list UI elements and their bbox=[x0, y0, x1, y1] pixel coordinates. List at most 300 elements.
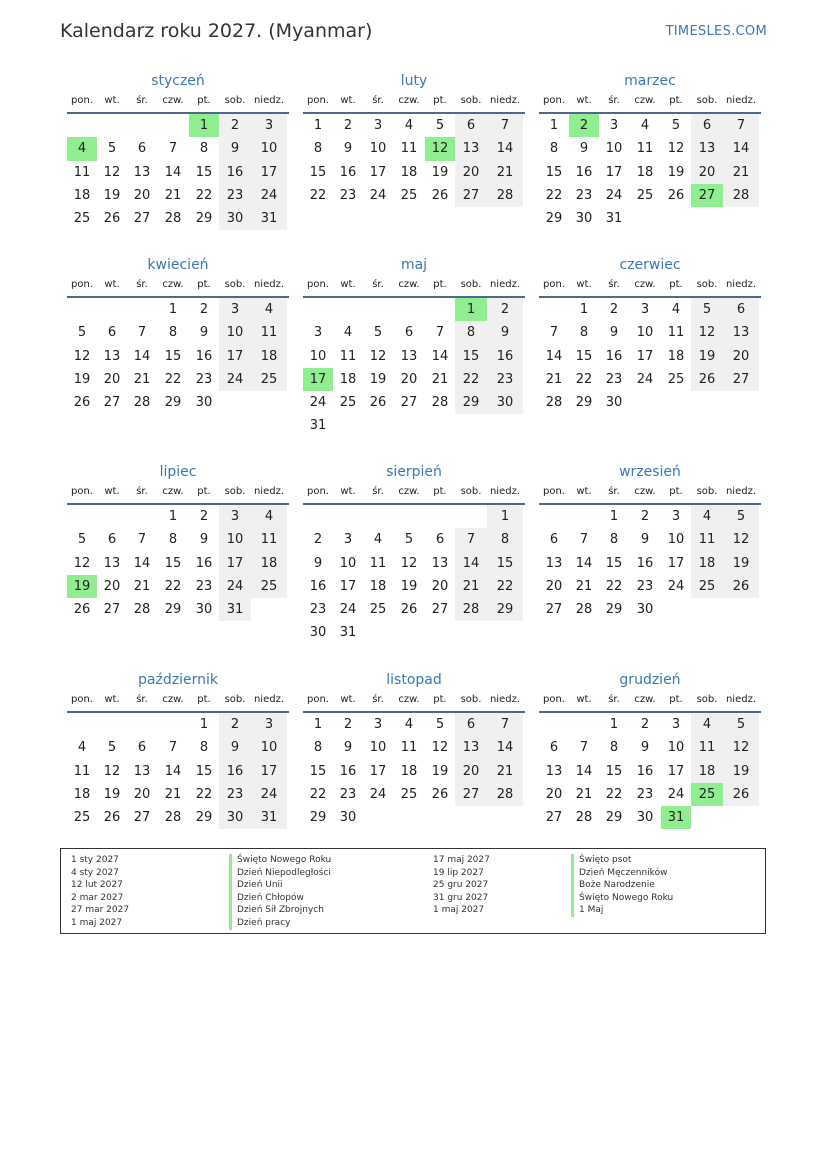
day-cell[interactable]: 26 bbox=[400, 602, 418, 618]
day-cell[interactable]: 21 bbox=[431, 371, 449, 387]
day-cell[interactable]: 11 bbox=[251, 528, 287, 551]
day-cell[interactable]: 2 bbox=[343, 717, 353, 732]
day-cell[interactable]: 24 bbox=[667, 786, 685, 802]
day-cell[interactable]: 2 bbox=[487, 298, 523, 321]
day-cell[interactable]: 29 bbox=[309, 810, 327, 826]
day-cell[interactable]: 14 bbox=[545, 348, 563, 364]
day-cell[interactable]: 1 bbox=[313, 118, 323, 133]
day-cell[interactable]: 17 bbox=[339, 578, 357, 594]
day-cell[interactable]: 18 bbox=[691, 552, 723, 575]
day-cell[interactable]: 14 bbox=[133, 555, 151, 571]
day-cell[interactable]: 29 bbox=[455, 391, 487, 414]
day-cell[interactable]: 8 bbox=[168, 532, 178, 548]
day-cell[interactable]: 30 bbox=[195, 602, 213, 618]
day-cell[interactable]: 6 bbox=[435, 532, 445, 548]
day-cell[interactable]: 19 bbox=[369, 371, 387, 387]
day-cell[interactable]: 12 bbox=[103, 763, 121, 779]
day-cell[interactable]: 16 bbox=[575, 164, 593, 180]
day-cell[interactable]: 11 bbox=[251, 321, 287, 344]
day-cell[interactable]: 6 bbox=[549, 740, 559, 756]
day-cell[interactable]: 19 bbox=[723, 552, 759, 575]
day-cell[interactable]: 15 bbox=[195, 164, 213, 180]
day-cell[interactable]: 24 bbox=[339, 602, 357, 618]
day-cell[interactable]: 7 bbox=[579, 740, 589, 756]
day-cell[interactable]: 21 bbox=[487, 161, 523, 184]
day-cell[interactable]: 27 bbox=[723, 368, 759, 391]
day-cell[interactable]: 3 bbox=[219, 298, 251, 321]
day-cell[interactable]: 16 bbox=[219, 760, 251, 783]
day-cell[interactable]: 5 bbox=[404, 532, 414, 548]
day-cell[interactable]: 20 bbox=[400, 371, 418, 387]
day-cell[interactable]: 30 bbox=[605, 395, 623, 411]
day-cell[interactable]: 2 bbox=[569, 114, 599, 137]
day-cell[interactable]: 15 bbox=[309, 763, 327, 779]
day-cell[interactable]: 15 bbox=[605, 763, 623, 779]
day-cell[interactable]: 17 bbox=[219, 345, 251, 368]
day-cell[interactable]: 20 bbox=[431, 578, 449, 594]
day-cell[interactable]: 24 bbox=[219, 368, 251, 391]
day-cell[interactable]: 23 bbox=[339, 187, 357, 203]
day-cell[interactable]: 30 bbox=[195, 395, 213, 411]
day-cell[interactable]: 6 bbox=[137, 740, 147, 756]
day-cell[interactable]: 25 bbox=[369, 602, 387, 618]
day-cell[interactable]: 7 bbox=[549, 325, 559, 341]
day-cell[interactable]: 23 bbox=[219, 184, 251, 207]
day-cell[interactable]: 9 bbox=[609, 325, 619, 341]
day-cell[interactable]: 18 bbox=[251, 552, 287, 575]
day-cell[interactable]: 15 bbox=[309, 164, 327, 180]
day-cell[interactable]: 5 bbox=[77, 532, 87, 548]
day-cell[interactable]: 19 bbox=[103, 187, 121, 203]
day-cell[interactable]: 22 bbox=[164, 578, 182, 594]
day-cell[interactable]: 4 bbox=[251, 298, 287, 321]
day-cell[interactable]: 22 bbox=[195, 786, 213, 802]
day-cell[interactable]: 10 bbox=[339, 555, 357, 571]
day-cell[interactable]: 27 bbox=[455, 783, 487, 806]
day-cell[interactable]: 20 bbox=[455, 760, 487, 783]
day-cell[interactable]: 2 bbox=[219, 114, 251, 137]
day-cell[interactable]: 8 bbox=[549, 141, 559, 157]
day-cell[interactable]: 29 bbox=[164, 602, 182, 618]
day-cell[interactable]: 22 bbox=[195, 187, 213, 203]
day-cell[interactable]: 25 bbox=[251, 368, 287, 391]
day-cell[interactable]: 21 bbox=[164, 187, 182, 203]
day-cell[interactable]: 28 bbox=[545, 395, 563, 411]
day-cell[interactable]: 10 bbox=[667, 532, 685, 548]
day-cell[interactable]: 21 bbox=[164, 786, 182, 802]
day-cell[interactable]: 9 bbox=[343, 141, 353, 157]
day-cell[interactable]: 1 bbox=[199, 717, 209, 732]
day-cell[interactable]: 28 bbox=[164, 810, 182, 826]
day-cell[interactable]: 17 bbox=[219, 552, 251, 575]
day-cell[interactable]: 12 bbox=[723, 528, 759, 551]
day-cell[interactable]: 13 bbox=[545, 555, 563, 571]
day-cell[interactable]: 26 bbox=[723, 783, 759, 806]
day-cell[interactable]: 18 bbox=[339, 371, 357, 387]
day-cell[interactable]: 11 bbox=[339, 348, 357, 364]
day-cell[interactable]: 4 bbox=[691, 505, 723, 528]
day-cell[interactable]: 14 bbox=[133, 348, 151, 364]
day-cell[interactable]: 1 bbox=[168, 509, 178, 524]
day-cell[interactable]: 14 bbox=[575, 763, 593, 779]
day-cell[interactable]: 16 bbox=[339, 164, 357, 180]
day-cell[interactable]: 28 bbox=[723, 184, 759, 207]
day-cell[interactable]: 10 bbox=[309, 348, 327, 364]
day-cell[interactable]: 27 bbox=[545, 810, 563, 826]
day-cell[interactable]: 28 bbox=[487, 783, 523, 806]
day-cell[interactable]: 14 bbox=[723, 137, 759, 160]
day-cell[interactable]: 28 bbox=[133, 602, 151, 618]
day-cell[interactable]: 25 bbox=[251, 575, 287, 598]
day-cell[interactable]: 19 bbox=[667, 164, 685, 180]
day-cell[interactable]: 22 bbox=[309, 786, 327, 802]
day-cell[interactable]: 19 bbox=[723, 760, 759, 783]
day-cell[interactable]: 28 bbox=[133, 395, 151, 411]
day-cell[interactable]: 11 bbox=[691, 736, 723, 759]
day-cell[interactable]: 14 bbox=[487, 137, 523, 160]
day-cell[interactable]: 11 bbox=[691, 528, 723, 551]
day-cell[interactable]: 9 bbox=[640, 740, 650, 756]
day-cell[interactable]: 16 bbox=[195, 555, 213, 571]
day-cell[interactable]: 6 bbox=[455, 114, 487, 137]
day-cell[interactable]: 29 bbox=[487, 598, 523, 621]
day-cell[interactable]: 10 bbox=[369, 141, 387, 157]
day-cell[interactable]: 21 bbox=[487, 760, 523, 783]
day-cell[interactable]: 13 bbox=[400, 348, 418, 364]
day-cell[interactable]: 22 bbox=[605, 786, 623, 802]
day-cell[interactable]: 22 bbox=[545, 187, 563, 203]
day-cell[interactable]: 16 bbox=[195, 348, 213, 364]
day-cell[interactable]: 27 bbox=[133, 211, 151, 227]
day-cell[interactable]: 30 bbox=[487, 391, 523, 414]
day-cell[interactable]: 17 bbox=[667, 763, 685, 779]
day-cell[interactable]: 14 bbox=[455, 552, 487, 575]
day-cell[interactable]: 23 bbox=[219, 783, 251, 806]
day-cell[interactable]: 16 bbox=[636, 555, 654, 571]
day-cell[interactable]: 15 bbox=[195, 763, 213, 779]
day-cell[interactable]: 10 bbox=[667, 740, 685, 756]
day-cell[interactable]: 29 bbox=[164, 395, 182, 411]
day-cell[interactable]: 17 bbox=[605, 164, 623, 180]
day-cell[interactable]: 4 bbox=[671, 302, 681, 317]
day-cell[interactable]: 22 bbox=[455, 368, 487, 391]
day-cell[interactable]: 4 bbox=[404, 717, 414, 732]
day-cell[interactable]: 7 bbox=[137, 532, 147, 548]
day-cell[interactable]: 5 bbox=[723, 505, 759, 528]
day-cell[interactable]: 30 bbox=[219, 806, 251, 829]
day-cell[interactable]: 12 bbox=[723, 736, 759, 759]
day-cell[interactable]: 13 bbox=[455, 137, 487, 160]
day-cell[interactable]: 23 bbox=[487, 368, 523, 391]
day-cell[interactable]: 6 bbox=[723, 298, 759, 321]
day-cell[interactable]: 19 bbox=[73, 371, 91, 387]
day-cell[interactable]: 25 bbox=[691, 575, 723, 598]
day-cell[interactable]: 9 bbox=[579, 141, 589, 157]
day-cell[interactable]: 29 bbox=[605, 602, 623, 618]
day-cell[interactable]: 19 bbox=[431, 164, 449, 180]
day-cell[interactable]: 11 bbox=[667, 325, 685, 341]
day-cell[interactable]: 20 bbox=[103, 371, 121, 387]
day-cell[interactable]: 14 bbox=[164, 164, 182, 180]
day-cell[interactable]: 30 bbox=[636, 810, 654, 826]
day-cell[interactable]: 27 bbox=[133, 810, 151, 826]
day-cell[interactable]: 31 bbox=[309, 418, 327, 434]
day-cell[interactable]: 10 bbox=[219, 321, 251, 344]
day-cell[interactable]: 26 bbox=[103, 810, 121, 826]
day-cell[interactable]: 19 bbox=[691, 345, 723, 368]
day-cell[interactable]: 23 bbox=[636, 578, 654, 594]
day-cell[interactable]: 13 bbox=[103, 555, 121, 571]
day-cell[interactable]: 2 bbox=[199, 302, 209, 317]
day-cell[interactable]: 4 bbox=[373, 532, 383, 548]
day-cell[interactable]: 6 bbox=[404, 325, 414, 341]
day-cell[interactable]: 6 bbox=[455, 713, 487, 736]
day-cell[interactable]: 24 bbox=[251, 184, 287, 207]
day-cell[interactable]: 21 bbox=[455, 575, 487, 598]
day-cell[interactable]: 13 bbox=[431, 555, 449, 571]
day-cell[interactable]: 1 bbox=[487, 505, 523, 528]
day-cell[interactable]: 12 bbox=[691, 321, 723, 344]
day-cell[interactable]: 29 bbox=[195, 211, 213, 227]
day-cell[interactable]: 28 bbox=[164, 211, 182, 227]
day-cell[interactable]: 26 bbox=[73, 395, 91, 411]
day-cell[interactable]: 3 bbox=[251, 114, 287, 137]
day-cell[interactable]: 5 bbox=[373, 325, 383, 341]
day-cell[interactable]: 8 bbox=[199, 740, 209, 756]
day-cell[interactable]: 5 bbox=[107, 740, 117, 756]
day-cell[interactable]: 2 bbox=[640, 717, 650, 732]
day-cell[interactable]: 14 bbox=[487, 736, 523, 759]
day-cell[interactable]: 17 bbox=[251, 760, 287, 783]
day-cell[interactable]: 8 bbox=[609, 532, 619, 548]
day-cell[interactable]: 2 bbox=[640, 509, 650, 524]
day-cell[interactable]: 29 bbox=[545, 211, 563, 227]
day-cell[interactable]: 26 bbox=[369, 395, 387, 411]
day-cell[interactable]: 11 bbox=[73, 763, 91, 779]
day-cell[interactable]: 23 bbox=[636, 786, 654, 802]
day-cell[interactable]: 6 bbox=[107, 532, 117, 548]
day-cell[interactable]: 15 bbox=[164, 555, 182, 571]
day-cell[interactable]: 3 bbox=[313, 325, 323, 341]
day-cell[interactable]: 20 bbox=[545, 786, 563, 802]
day-cell[interactable]: 16 bbox=[487, 345, 523, 368]
day-cell[interactable]: 11 bbox=[73, 164, 91, 180]
day-cell[interactable]: 2 bbox=[343, 118, 353, 133]
day-cell[interactable]: 18 bbox=[400, 164, 418, 180]
day-cell[interactable]: 26 bbox=[431, 187, 449, 203]
day-cell[interactable]: 4 bbox=[640, 118, 650, 133]
day-cell[interactable]: 1 bbox=[579, 302, 589, 317]
day-cell[interactable]: 8 bbox=[487, 528, 523, 551]
day-cell[interactable]: 1 bbox=[168, 302, 178, 317]
day-cell[interactable]: 17 bbox=[251, 161, 287, 184]
day-cell[interactable]: 24 bbox=[219, 575, 251, 598]
day-cell[interactable]: 16 bbox=[339, 763, 357, 779]
day-cell[interactable]: 2 bbox=[609, 302, 619, 317]
day-cell[interactable]: 27 bbox=[103, 395, 121, 411]
day-cell[interactable]: 24 bbox=[636, 371, 654, 387]
day-cell[interactable]: 25 bbox=[400, 786, 418, 802]
day-cell[interactable]: 4 bbox=[404, 118, 414, 133]
day-cell[interactable]: 22 bbox=[309, 187, 327, 203]
day-cell[interactable]: 12 bbox=[667, 141, 685, 157]
day-cell[interactable]: 25 bbox=[73, 810, 91, 826]
day-cell[interactable]: 6 bbox=[107, 325, 117, 341]
day-cell[interactable]: 18 bbox=[251, 345, 287, 368]
day-cell[interactable]: 16 bbox=[605, 348, 623, 364]
day-cell[interactable]: 20 bbox=[723, 345, 759, 368]
day-cell[interactable]: 18 bbox=[691, 760, 723, 783]
day-cell[interactable]: 18 bbox=[73, 786, 91, 802]
day-cell[interactable]: 21 bbox=[575, 786, 593, 802]
day-cell[interactable]: 28 bbox=[487, 184, 523, 207]
day-cell[interactable]: 24 bbox=[251, 783, 287, 806]
day-cell[interactable]: 31 bbox=[219, 598, 251, 621]
day-cell[interactable]: 31 bbox=[605, 211, 623, 227]
day-cell[interactable]: 27 bbox=[691, 184, 723, 207]
day-cell[interactable]: 11 bbox=[400, 141, 418, 157]
day-cell[interactable]: 9 bbox=[487, 321, 523, 344]
day-cell[interactable]: 8 bbox=[455, 321, 487, 344]
day-cell[interactable]: 21 bbox=[133, 371, 151, 387]
day-cell[interactable]: 25 bbox=[400, 187, 418, 203]
day-cell[interactable]: 30 bbox=[636, 602, 654, 618]
day-cell[interactable]: 24 bbox=[369, 786, 387, 802]
day-cell[interactable]: 31 bbox=[661, 806, 691, 829]
day-cell[interactable]: 9 bbox=[219, 736, 251, 759]
day-cell[interactable]: 15 bbox=[455, 345, 487, 368]
day-cell[interactable]: 20 bbox=[103, 578, 121, 594]
day-cell[interactable]: 9 bbox=[640, 532, 650, 548]
day-cell[interactable]: 7 bbox=[579, 532, 589, 548]
day-cell[interactable]: 18 bbox=[636, 164, 654, 180]
day-cell[interactable]: 7 bbox=[435, 325, 445, 341]
day-cell[interactable]: 30 bbox=[339, 810, 357, 826]
day-cell[interactable]: 6 bbox=[549, 532, 559, 548]
day-cell[interactable]: 8 bbox=[199, 141, 209, 157]
day-cell[interactable]: 14 bbox=[431, 348, 449, 364]
day-cell[interactable]: 17 bbox=[303, 368, 333, 391]
day-cell[interactable]: 5 bbox=[435, 118, 445, 133]
day-cell[interactable]: 25 bbox=[339, 395, 357, 411]
day-cell[interactable]: 19 bbox=[400, 578, 418, 594]
day-cell[interactable]: 26 bbox=[103, 211, 121, 227]
day-cell[interactable]: 15 bbox=[605, 555, 623, 571]
day-cell[interactable]: 28 bbox=[575, 810, 593, 826]
day-cell[interactable]: 27 bbox=[545, 602, 563, 618]
day-cell[interactable]: 7 bbox=[723, 114, 759, 137]
day-cell[interactable]: 6 bbox=[691, 114, 723, 137]
day-cell[interactable]: 1 bbox=[609, 509, 619, 524]
day-cell[interactable]: 24 bbox=[309, 395, 327, 411]
day-cell[interactable]: 18 bbox=[73, 187, 91, 203]
day-cell[interactable]: 27 bbox=[431, 602, 449, 618]
day-cell[interactable]: 20 bbox=[133, 187, 151, 203]
day-cell[interactable]: 4 bbox=[77, 740, 87, 756]
day-cell[interactable]: 14 bbox=[575, 555, 593, 571]
day-cell[interactable]: 4 bbox=[251, 505, 287, 528]
day-cell[interactable]: 21 bbox=[133, 578, 151, 594]
day-cell[interactable]: 12 bbox=[73, 348, 91, 364]
day-cell[interactable]: 5 bbox=[671, 118, 681, 133]
day-cell[interactable]: 23 bbox=[195, 371, 213, 387]
day-cell[interactable]: 9 bbox=[199, 532, 209, 548]
day-cell[interactable]: 3 bbox=[219, 505, 251, 528]
day-cell[interactable]: 6 bbox=[137, 141, 147, 157]
day-cell[interactable]: 26 bbox=[691, 368, 723, 391]
day-cell[interactable]: 9 bbox=[199, 325, 209, 341]
day-cell[interactable]: 30 bbox=[219, 207, 251, 230]
day-cell[interactable]: 10 bbox=[251, 736, 287, 759]
day-cell[interactable]: 17 bbox=[667, 555, 685, 571]
day-cell[interactable]: 31 bbox=[339, 625, 357, 641]
day-cell[interactable]: 4 bbox=[343, 325, 353, 341]
day-cell[interactable]: 8 bbox=[579, 325, 589, 341]
day-cell[interactable]: 7 bbox=[168, 141, 178, 157]
day-cell[interactable]: 23 bbox=[605, 371, 623, 387]
day-cell[interactable]: 21 bbox=[575, 578, 593, 594]
day-cell[interactable]: 12 bbox=[431, 740, 449, 756]
day-cell[interactable]: 29 bbox=[195, 810, 213, 826]
day-cell[interactable]: 15 bbox=[164, 348, 182, 364]
day-cell[interactable]: 23 bbox=[195, 578, 213, 594]
day-cell[interactable]: 28 bbox=[431, 395, 449, 411]
day-cell[interactable]: 29 bbox=[575, 395, 593, 411]
day-cell[interactable]: 2 bbox=[199, 509, 209, 524]
day-cell[interactable]: 26 bbox=[431, 786, 449, 802]
day-cell[interactable]: 7 bbox=[487, 114, 523, 137]
day-cell[interactable]: 23 bbox=[575, 187, 593, 203]
day-cell[interactable]: 13 bbox=[545, 763, 563, 779]
day-cell[interactable]: 7 bbox=[168, 740, 178, 756]
day-cell[interactable]: 25 bbox=[636, 187, 654, 203]
day-cell[interactable]: 5 bbox=[435, 717, 445, 732]
day-cell[interactable]: 14 bbox=[164, 763, 182, 779]
day-cell[interactable]: 27 bbox=[455, 184, 487, 207]
day-cell[interactable]: 31 bbox=[251, 806, 287, 829]
day-cell[interactable]: 2 bbox=[219, 713, 251, 736]
day-cell[interactable]: 1 bbox=[455, 298, 487, 321]
day-cell[interactable]: 20 bbox=[545, 578, 563, 594]
day-cell[interactable]: 30 bbox=[309, 625, 327, 641]
day-cell[interactable]: 27 bbox=[103, 602, 121, 618]
day-cell[interactable]: 5 bbox=[723, 713, 759, 736]
day-cell[interactable]: 11 bbox=[400, 740, 418, 756]
day-cell[interactable]: 19 bbox=[103, 786, 121, 802]
day-cell[interactable]: 25 bbox=[667, 371, 685, 387]
day-cell[interactable]: 4 bbox=[67, 137, 97, 160]
day-cell[interactable]: 24 bbox=[605, 187, 623, 203]
day-cell[interactable]: 22 bbox=[487, 575, 523, 598]
day-cell[interactable]: 12 bbox=[103, 164, 121, 180]
day-cell[interactable]: 10 bbox=[251, 137, 287, 160]
day-cell[interactable]: 12 bbox=[369, 348, 387, 364]
day-cell[interactable]: 3 bbox=[251, 713, 287, 736]
day-cell[interactable]: 31 bbox=[251, 207, 287, 230]
day-cell[interactable]: 25 bbox=[691, 783, 723, 806]
day-cell[interactable]: 8 bbox=[313, 141, 323, 157]
day-cell[interactable]: 26 bbox=[667, 187, 685, 203]
day-cell[interactable]: 8 bbox=[313, 740, 323, 756]
day-cell[interactable]: 3 bbox=[609, 118, 619, 133]
day-cell[interactable]: 10 bbox=[219, 528, 251, 551]
day-cell[interactable]: 10 bbox=[636, 325, 654, 341]
day-cell[interactable]: 27 bbox=[400, 395, 418, 411]
day-cell[interactable]: 12 bbox=[73, 555, 91, 571]
day-cell[interactable]: 3 bbox=[640, 302, 650, 317]
day-cell[interactable]: 1 bbox=[189, 114, 219, 137]
day-cell[interactable]: 22 bbox=[605, 578, 623, 594]
